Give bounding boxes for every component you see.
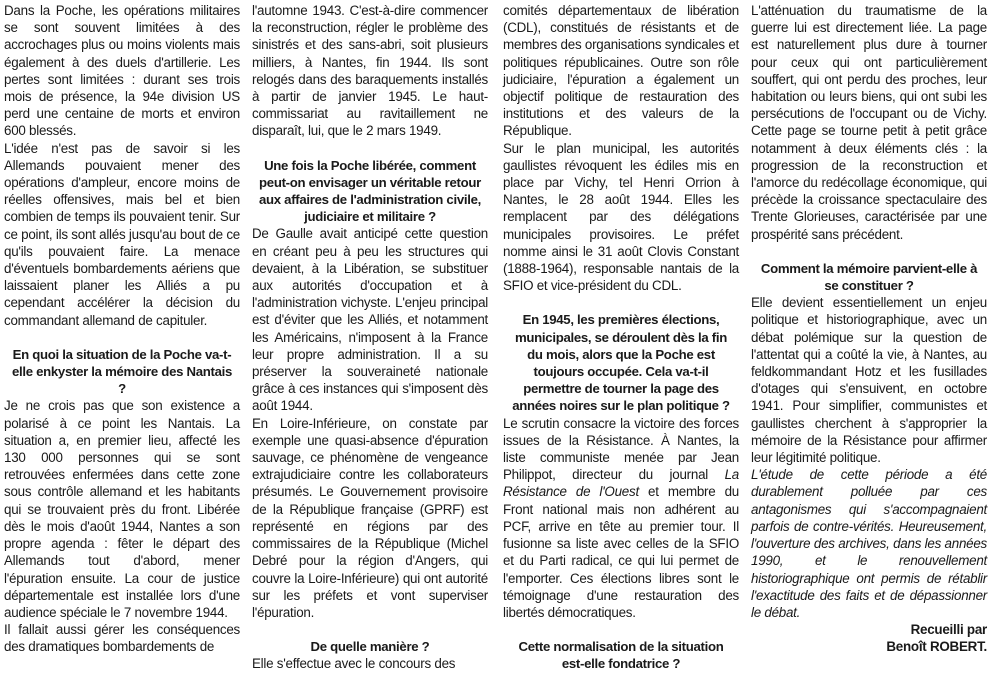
paragraph: Il fallait aussi gérer les conséquences des dramatiques bombardements de (4, 622, 240, 655)
interview-question: De quelle manière ? (310, 639, 430, 655)
paragraph: l'automne 1943. C'est-à-dire commencer la reconstruction, régler le problème des sinistrés et des sans-abri, soit plusieurs milliers, à Nantes, fin 1944. Ils sont relogés dans des baraquements installés à partir de janvier 1945. Le haut-commissariat au ravitaillement ne disparaît, lui, que le 2 mars 1949. (252, 3, 488, 139)
italic-paragraph: L'étude de cette période a été durablement polluée par ces antagonismes qui s'accompagnaient parfois de contre-vérités. Heureusement, l'ouverture des archives, dans les années 1990, et le renouvellement historiographique ont permis de rétablir l'exactitude des faits et de dépassionner le débat. (751, 467, 987, 620)
interview-question: Une fois la Poche libérée, comment peut-on envisager un véritable retour aux affaires de l'administration civile, judiciaire et militaire ? (258, 157, 481, 225)
paragraph: Je ne crois pas que son existence a polarisé à ce point les Nantais. La situation a, en premier lieu, affecté les 130 000 personnes qui se sont retrouvées enfermées dans cette zone sous contrôle allemand et les habitants qui se trouvaient près du front. Libérée dès le mois d'août 1944, Nantes a son propre agenda : fêter le départ des Allemands tout d'abord, mener l'épuration ensuite. La cour de justice départementale est installée lors d'une audience spéciale le 7 novembre 1944. (4, 398, 240, 620)
byline-label: Recueilli par (910, 622, 987, 638)
paragraph: Elle s'effectue avec le concours des (252, 656, 456, 672)
paragraph: En Loire-Inférieure, on constate par exemple une quasi-absence d'épuration sauvage, ce phénomène de vengeance extrajudiciaire contre les collaborateurs présumés. Le Gouvernement provisoire de la République française (GPRF) est représenté en régions par des commissaires de la République (Michel Debré pour la région d'Angers, qui couvre la Loire-Inférieure) qui ont autorité sur les préfets et vont superviser l'épuration. (252, 415, 488, 620)
interview-question: En 1945, les premières élections, municipales, se déroulent dès la fin du mois, alors que la Poche est toujours occupée. Cela va-t-il permettre de tourner la page des années noires sur le plan politique ? (512, 312, 730, 414)
interview-question: Comment la mémoire parvient-elle à se constituer ? (760, 260, 978, 294)
column-2 (252, 2, 488, 673)
text-run: et membre du Front national mais non adhérent au PCF, arrive en tête au premier tour. Il fusionne sa liste avec celles de la SFIO et du Parti radical, ce qui lui permet de l'emporter. Ces élections libres sont le témoignage d'une restauration des libertés démocratiques. (503, 484, 739, 620)
column-1 (4, 2, 240, 656)
paragraph (503, 415, 739, 621)
byline (751, 621, 987, 655)
byline-author: Benoît ROBERT. (886, 639, 987, 655)
text-run: Le scrutin consacre la victoire des forces issues de la Résistance. À Nantes, la liste communiste menée par Jean Philippot, directeur du journal (503, 415, 739, 483)
paragraph: Elle devient essentiellement un enjeu politique et historiographique, avec un débat polémique sur la question de l'attentat qui a coûté la vie, à Nantes, au feldkommandant Hotz et les fusillades d'otages qui s'ensuivent, en octobre 1941. Pour simplifier, communistes et gaullistes cherchent à s'approprier la mémoire de la Résistance pour affirmer leur légitimité politique. (751, 295, 987, 466)
paragraph: Sur le plan municipal, les autorités gaullistes révoquent les édiles mis en place par Vichy, tel Henri Orrion à Nantes, le 28 août 1944. Elles les remplacent par des délégations municipales provisoires. Le préfet nomme ainsi le 31 août Clovis Constant (1888-1964), responsable nantais de la SFIO et vice-président du CDL. (503, 140, 739, 294)
interview-question: Cette normalisation de la situation est-elle fondatrice ? (518, 639, 724, 672)
paragraph: L'atténuation du traumatisme de la guerre lui est directement liée. La page est naturellement plus dure à tourner pour ceux qui ont particulièrement souffert, qui ont perdu des proches, leur habitation ou leurs biens, qui ont subi les persécutions de l'occupant ou de Vichy. Cette page se tourne petit à petit grâce notamment à deux éléments clés : la progression de la reconstruction et l'amorce du redécollage économique, qui précède la croissance spectaculaire des Trente Glorieuses, caractérisée par une prospérité sans précédent. (751, 3, 987, 242)
column-3 (503, 2, 739, 673)
paragraph: comités départementaux de libération (CDL), constitués de résistants et de membres des organisations syndicales et politiques républicaines. Outre son rôle judiciaire, l'épuration a également un objectif politique de restauration des institutions et des valeurs de la République. (503, 3, 739, 139)
paragraph: De Gaulle avait anticipé cette question en créant peu à peu les structures qui devaient, à la Libération, se substituer aux autorités d'occupation et à l'administration vichyste. L'enjeu principal est d'éviter que les Alliés, et notamment les Américains, n'imposent à la France leur propre administration. Il a su préserver la souveraineté nationale grâce à ces instances qui s'imposent dès août 1944. (252, 226, 488, 414)
interview-question: En quoi la situation de la Poche va-t-elle enkyster la mémoire des Nantais ? (11, 346, 233, 397)
newspaper-title: La Résistance de l'Ouest (503, 467, 739, 500)
column-4 (751, 2, 987, 656)
paragraph: L'idée n'est pas de savoir si les Allemands pouvaient mener des opérations d'ampleur, encore moins de réelles offensives, mais bel et bien combien de temps ils pouvaient tenir. Sur ce point, ils sont allés jusqu'au bout de ce qu'ils pouvaient faire. La menace d'éventuels bombardements aériens que laissaient planer les Alliés a pu cependant accélérer la décision du commandant allemand de capituler. (4, 140, 240, 328)
paragraph: Dans la Poche, les opérations militaires se sont souvent limitées à des accrochages plus ou moins violents mais également à des duels d'artillerie. Les pertes sont limitées : durant ses trois mois de présence, la 94e division US perd une centaine de morts et environ 600 blessés. (4, 3, 240, 139)
